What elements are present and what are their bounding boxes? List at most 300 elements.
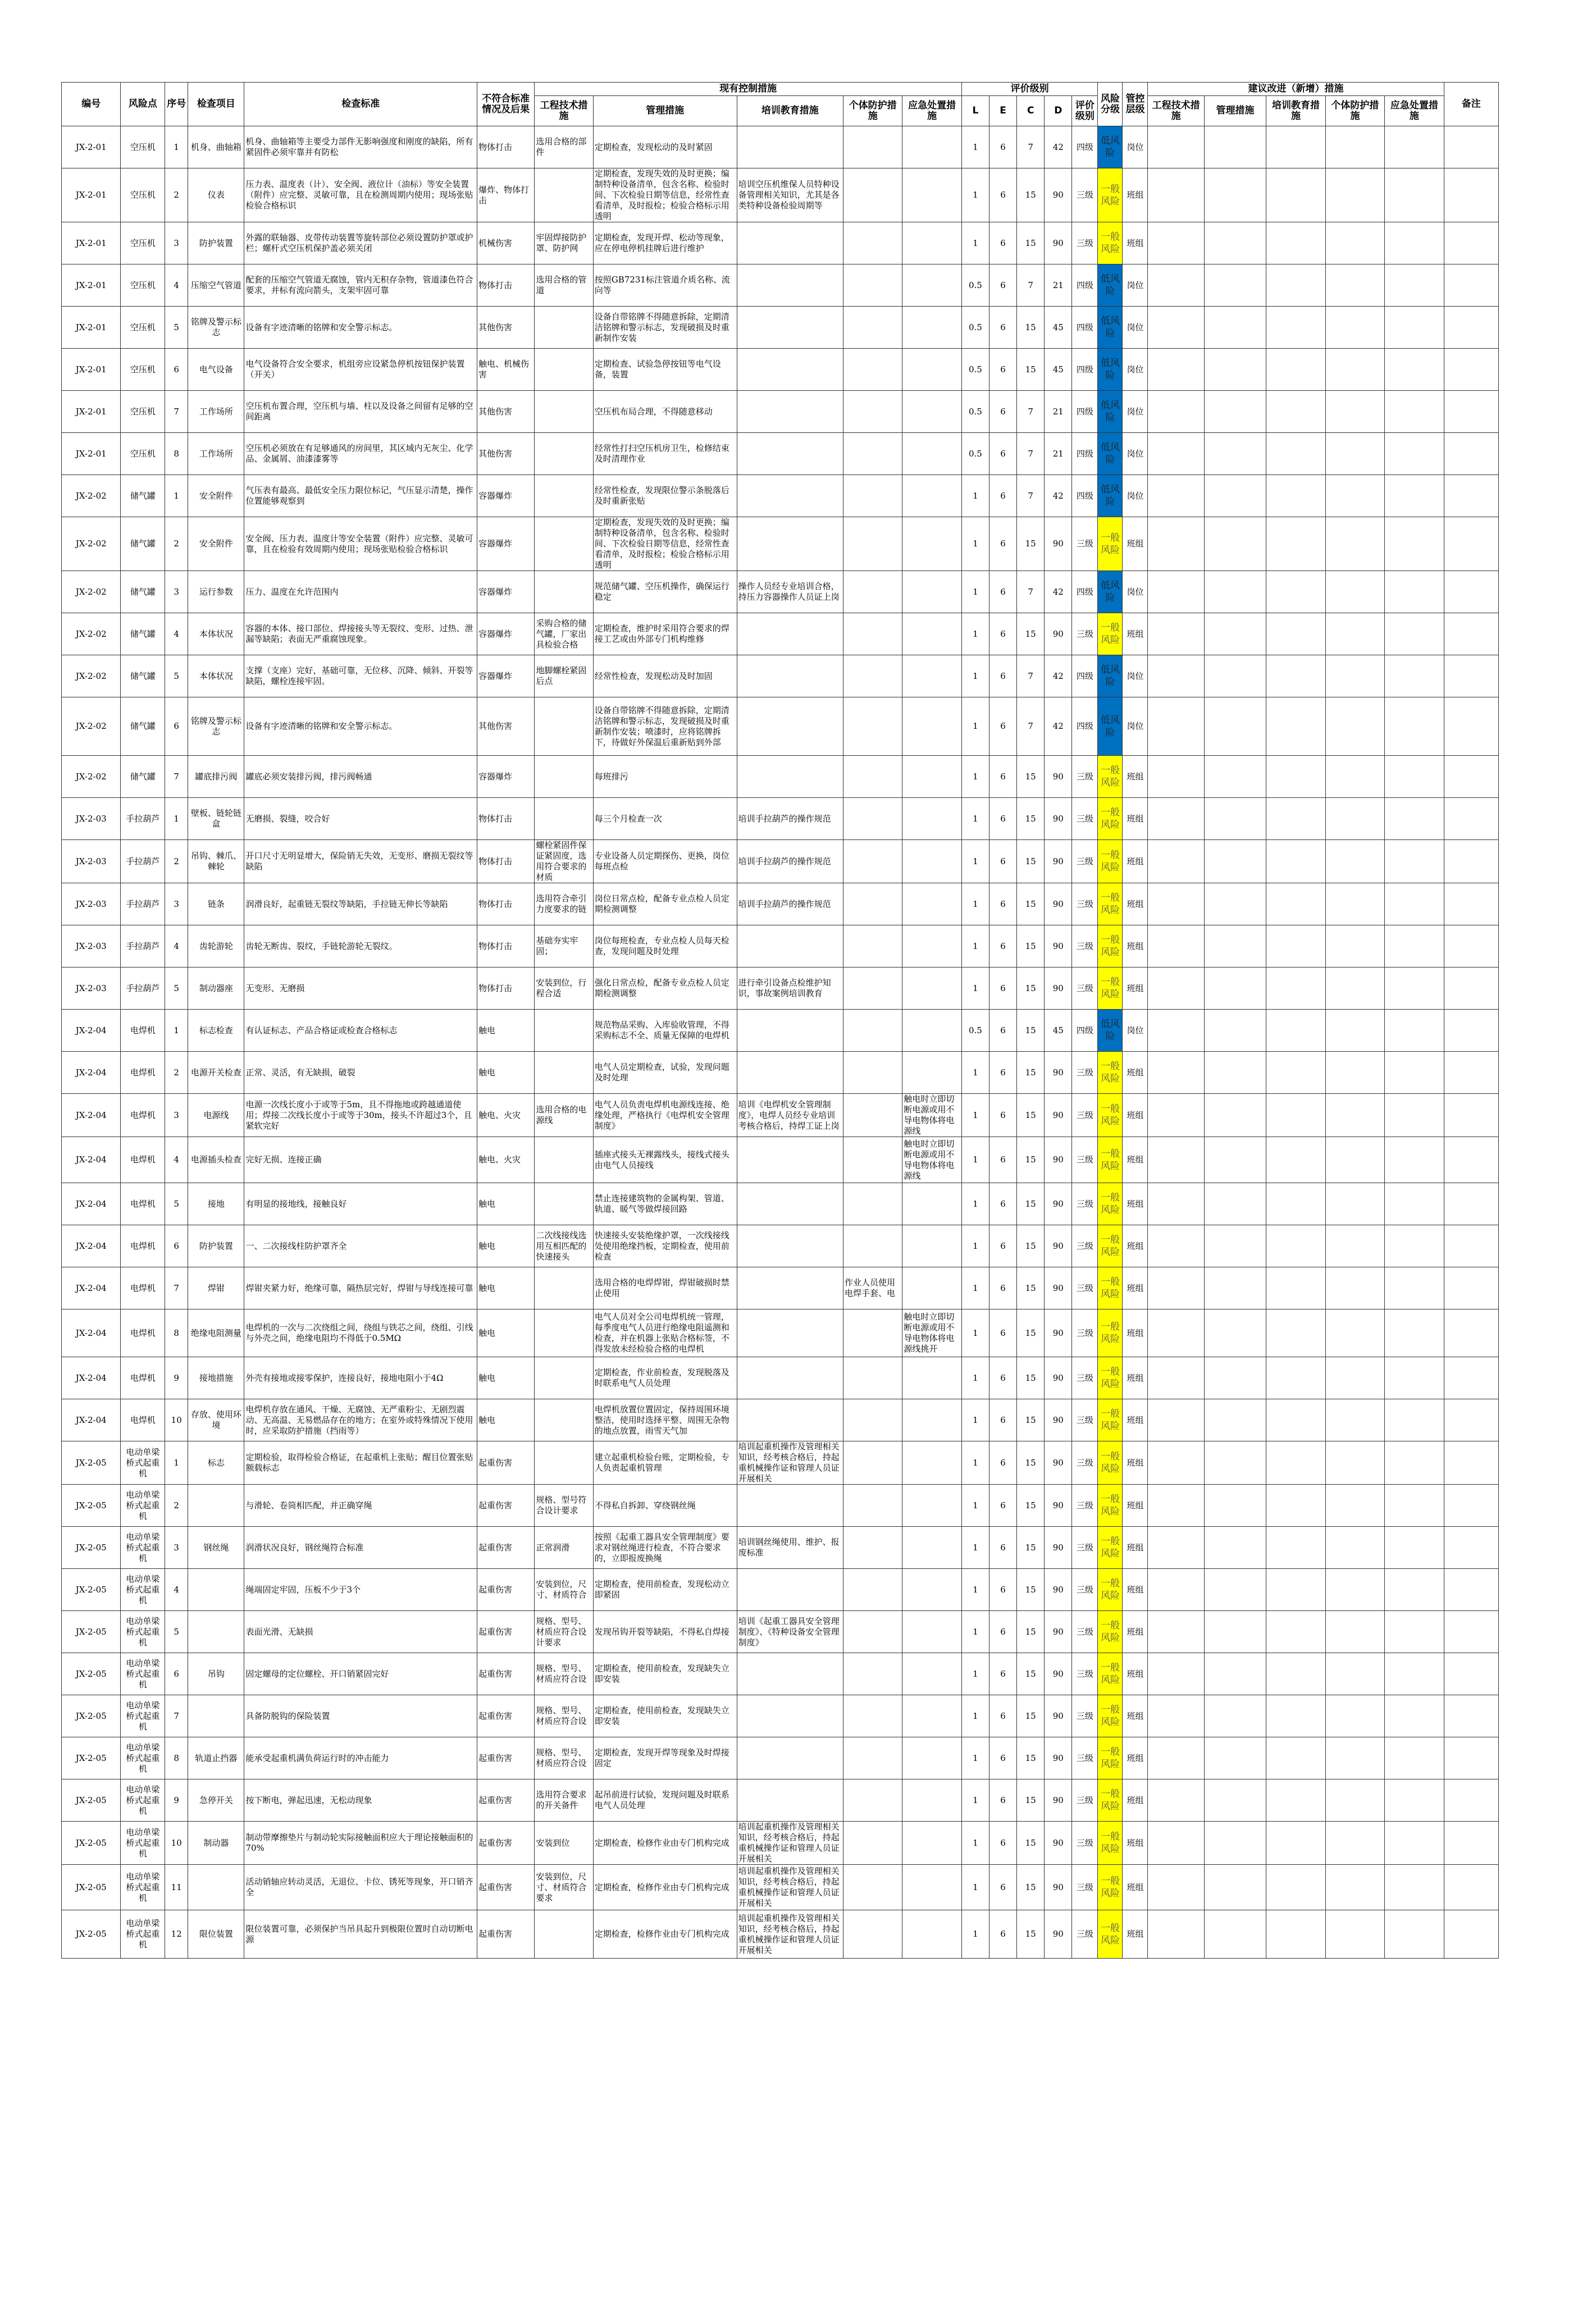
cell-risk-point: 储气罐 [121,756,165,798]
table-row [62,475,1499,517]
cell-E: 6 [989,1569,1017,1611]
cell-remark [1444,126,1498,168]
cell-management: 岗位日常点检，配备专业点检人员定期检测调整 [593,883,737,925]
cell-item: 齿轮游轮 [188,925,244,968]
table-row [62,613,1499,655]
cell-risk-point: 电动单梁桥式起重机 [121,1822,165,1865]
cell-emergency [902,1485,961,1527]
cell-E: 6 [989,1527,1017,1569]
cell-E: 6 [989,1485,1017,1527]
table-row [62,1399,1499,1441]
cell-eval-level: 四级 [1072,307,1098,349]
cell-risk-grade: 一般风险 [1098,1309,1123,1357]
cell-suggested [1204,126,1266,168]
cell-suggested [1325,1865,1384,1910]
cell-emergency: 触电时立即切断电源或用不导电物体将电源线 [902,1137,961,1183]
cell-management: 起吊前进行试验，发现问题及时联系电气人员处理 [593,1779,737,1822]
table-row [62,756,1499,798]
cell-D: 42 [1045,697,1072,756]
cell-risk-point: 电动单梁桥式起重机 [121,1611,165,1653]
cell-standard: 空压机必须放在有足够通风的房间里，其区域内无灰尘、化学品、金属屑、油漆漆雾等 [244,433,477,475]
cell-emergency [902,126,961,168]
cell-item: 仪表 [188,168,244,222]
cell-D: 90 [1045,1695,1072,1737]
cell-suggested [1325,840,1384,883]
cell-L: 1 [961,1695,989,1737]
cell-risk-point: 储气罐 [121,517,165,571]
cell-D: 90 [1045,1225,1072,1267]
cell-training [737,391,843,433]
cell-control-level: 岗位 [1123,391,1148,433]
cell-suggested [1148,1779,1204,1822]
cell-seq: 5 [165,1183,188,1225]
cell-remark [1444,517,1498,571]
cell-D: 45 [1045,349,1072,391]
cell-E: 6 [989,1052,1017,1094]
cell-D: 21 [1045,433,1072,475]
cell-ppe [843,307,902,349]
header-C: C [1017,96,1045,126]
cell-L: 1 [961,1653,989,1695]
cell-management: 规范储气罐、空压机操作，确保运行稳定 [593,571,737,613]
cell-suggested [1204,1094,1266,1137]
cell-management: 专业设备人员定期探伤、更换，岗位每班点检 [593,840,737,883]
cell-risk-grade: 一般风险 [1098,1183,1123,1225]
cell-risk-grade: 低风险 [1098,391,1123,433]
cell-remark [1444,1910,1498,1959]
cell-consequence: 其他伤害 [477,307,535,349]
cell-training: 培训手拉葫芦的操作规范 [737,798,843,840]
cell-management: 按照《起重工器具安全管理制度》要求对钢丝绳进行检查，不符合要求的，立即报废换绳 [593,1527,737,1569]
cell-control-level: 班组 [1123,1441,1148,1485]
cell-standard: 电焊机存放在通风、干燥、无腐蚀、无严重粉尘、无剧烈震动、无高温、无易燃品存在的地方；在室外或特殊情况下使用时，应采取防护措施（挡雨等） [244,1399,477,1441]
cell-training [737,655,843,697]
cell-suggested [1325,349,1384,391]
cell-standard: 活动销轴应转动灵活，无退位、卡位、锈死等现象，开口销齐全 [244,1865,477,1910]
cell-L: 1 [961,168,989,222]
cell-training [737,475,843,517]
cell-control-level: 班组 [1123,1225,1148,1267]
cell-risk-point: 电动单梁桥式起重机 [121,1569,165,1611]
cell-emergency [902,1865,961,1910]
cell-C: 15 [1017,1485,1045,1527]
cell-suggested [1204,1309,1266,1357]
cell-E: 6 [989,925,1017,968]
cell-seq: 4 [165,613,188,655]
cell-suggested [1204,1225,1266,1267]
cell-suggested [1266,1695,1325,1737]
cell-seq: 1 [165,1010,188,1052]
cell-suggested [1385,756,1444,798]
cell-training [737,433,843,475]
cell-eval-level: 四级 [1072,475,1098,517]
cell-suggested [1325,1822,1384,1865]
cell-seq: 9 [165,1779,188,1822]
cell-training [737,1010,843,1052]
cell-risk-point: 手拉葫芦 [121,883,165,925]
cell-suggested [1148,222,1204,264]
cell-L: 1 [961,1527,989,1569]
table-row [62,1865,1499,1910]
cell-risk-grade: 一般风险 [1098,168,1123,222]
cell-suggested [1325,1137,1384,1183]
cell-item [188,1865,244,1910]
cell-suggested [1148,571,1204,613]
cell-seq: 3 [165,222,188,264]
cell-id: JX-2-04 [62,1225,121,1267]
cell-control-level: 班组 [1123,1052,1148,1094]
cell-item: 轨道止挡器 [188,1737,244,1779]
cell-D: 90 [1045,798,1072,840]
cell-suggested [1204,798,1266,840]
cell-L: 0.5 [961,1010,989,1052]
cell-suggested [1325,1357,1384,1399]
cell-E: 6 [989,517,1017,571]
cell-management: 定期检查，发现开焊等现象及时焊接固定 [593,1737,737,1779]
cell-suggested [1385,1399,1444,1441]
table-row [62,307,1499,349]
cell-control-level: 班组 [1123,1357,1148,1399]
cell-suggested [1266,1653,1325,1695]
cell-consequence: 起重伤害 [477,1822,535,1865]
cell-suggested [1148,391,1204,433]
cell-eval-level: 四级 [1072,433,1098,475]
cell-C: 15 [1017,925,1045,968]
cell-emergency [902,1779,961,1822]
cell-suggested [1266,1737,1325,1779]
cell-item: 绝缘电阻测量 [188,1309,244,1357]
header-standard: 检查标准 [244,83,477,126]
cell-suggested [1204,1737,1266,1779]
cell-item: 限位装置 [188,1910,244,1959]
cell-suggested [1148,264,1204,307]
cell-eval-level: 四级 [1072,126,1098,168]
cell-item: 吊钩、棘爪、棘轮 [188,840,244,883]
cell-management: 定期检查，使用前检查，发现松动立即紧固 [593,1569,737,1611]
cell-training: 培训空压机维保人员特种设备管理相关知识，尤其是各类特种设备检验周期等 [737,168,843,222]
cell-C: 15 [1017,756,1045,798]
cell-risk-grade: 一般风险 [1098,1865,1123,1910]
cell-L: 1 [961,1052,989,1094]
cell-suggested [1385,1527,1444,1569]
cell-management: 设备自带铭牌不得随意拆除，定期清洁铭牌和警示标志，发现破损及时重新制作安装；喷漆时，应将铭牌拆下，待做好外保温后重新贴到外部 [593,697,737,756]
cell-suggested [1204,1485,1266,1527]
cell-D: 45 [1045,1010,1072,1052]
cell-suggested [1266,1010,1325,1052]
cell-remark [1444,1357,1498,1399]
cell-standard: 压力、温度在允许范围内 [244,571,477,613]
cell-L: 1 [961,697,989,756]
cell-ppe [843,126,902,168]
header-risk-grade: 风险分级 [1098,83,1123,126]
cell-suggested [1385,883,1444,925]
cell-management: 经常性检查，发现限位警示条脱落后及时重新张贴 [593,475,737,517]
cell-item: 焊钳 [188,1267,244,1309]
cell-risk-grade: 一般风险 [1098,968,1123,1010]
cell-consequence: 起重伤害 [477,1611,535,1653]
cell-suggested [1266,1485,1325,1527]
cell-consequence: 触电、机械伤害 [477,349,535,391]
cell-E: 6 [989,1611,1017,1653]
cell-ppe [843,391,902,433]
cell-suggested [1325,433,1384,475]
cell-risk-point: 电焊机 [121,1225,165,1267]
cell-item: 制动器座 [188,968,244,1010]
cell-risk-grade: 一般风险 [1098,1399,1123,1441]
cell-suggested [1385,1865,1444,1910]
cell-risk-grade: 低风险 [1098,571,1123,613]
cell-remark [1444,798,1498,840]
cell-remark [1444,697,1498,756]
cell-E: 6 [989,1865,1017,1910]
cell-D: 90 [1045,1399,1072,1441]
cell-engineering: 基础夯实牢固； [535,925,593,968]
cell-suggested [1325,1010,1384,1052]
cell-engineering [535,756,593,798]
cell-remark [1444,968,1498,1010]
cell-item: 吊钩 [188,1653,244,1695]
cell-standard: 能承受起重机满负荷运行时的冲击能力 [244,1737,477,1779]
table-row [62,1779,1499,1822]
cell-risk-grade: 一般风险 [1098,1611,1123,1653]
cell-emergency [902,1399,961,1441]
cell-seq: 8 [165,1309,188,1357]
cell-suggested [1148,1309,1204,1357]
cell-suggested [1266,1779,1325,1822]
cell-E: 6 [989,349,1017,391]
cell-risk-point: 电焊机 [121,1094,165,1137]
cell-risk-grade: 一般风险 [1098,1695,1123,1737]
cell-ppe [843,968,902,1010]
cell-training [737,1052,843,1094]
cell-D: 90 [1045,968,1072,1010]
cell-C: 7 [1017,655,1045,697]
cell-consequence: 容器爆炸 [477,475,535,517]
cell-E: 6 [989,1653,1017,1695]
cell-standard: 开口尺寸无明显增大，保险销无失效，无变形、磨损无裂纹等缺陷 [244,840,477,883]
cell-C: 7 [1017,475,1045,517]
cell-emergency: 触电时立即切断电源或用不导电物体将电源线挑开 [902,1309,961,1357]
cell-eval-level: 三级 [1072,1695,1098,1737]
cell-ppe [843,168,902,222]
cell-remark [1444,475,1498,517]
cell-risk-grade: 一般风险 [1098,222,1123,264]
cell-emergency [902,1267,961,1309]
cell-management: 定期检查，维护时采用符合要求的焊接工艺或由外部专门机构维修 [593,613,737,655]
cell-standard: 空压机布置合理，空压机与墙、柱以及设备之间留有足够的空间距离 [244,391,477,433]
cell-standard: 按下断电，弹起迅速，无松动现象 [244,1779,477,1822]
cell-risk-point: 手拉葫芦 [121,925,165,968]
cell-standard: 支撑（支座）完好，基础可靠，无位移、沉降、倾斜、开裂等缺陷，螺栓连接牢固。 [244,655,477,697]
cell-suggested [1204,1527,1266,1569]
cell-training [737,1737,843,1779]
cell-eval-level: 三级 [1072,840,1098,883]
cell-remark [1444,1225,1498,1267]
cell-risk-grade: 一般风险 [1098,517,1123,571]
cell-risk-point: 储气罐 [121,475,165,517]
cell-risk-grade: 低风险 [1098,655,1123,697]
cell-E: 6 [989,1225,1017,1267]
cell-item: 电源插头检查 [188,1137,244,1183]
cell-engineering: 规格、型号、材质应符合设 [535,1653,593,1695]
cell-suggested [1148,1611,1204,1653]
cell-D: 90 [1045,1183,1072,1225]
cell-eval-level: 三级 [1072,883,1098,925]
cell-engineering: 选用合格的管道 [535,264,593,307]
cell-management: 发现吊钩开裂等缺陷，不得私自焊接 [593,1611,737,1653]
cell-L: 1 [961,1865,989,1910]
cell-engineering: 二次线接线选用互相匹配的快速接头 [535,1225,593,1267]
cell-risk-grade: 低风险 [1098,475,1123,517]
cell-ppe [843,613,902,655]
cell-control-level: 班组 [1123,798,1148,840]
table-row [62,1695,1499,1737]
cell-risk-grade: 一般风险 [1098,1052,1123,1094]
cell-id: JX-2-05 [62,1737,121,1779]
cell-risk-point: 手拉葫芦 [121,840,165,883]
cell-standard: 配套的压缩空气管道无腐蚀，管内无积存杂物，管道漆色符合要求，并标有流向箭头，支架牢固可靠 [244,264,477,307]
cell-id: JX-2-05 [62,1611,121,1653]
cell-suggested [1266,1527,1325,1569]
header-management-2: 管理措施 [1204,96,1266,126]
cell-ppe [843,1695,902,1737]
cell-suggested [1266,391,1325,433]
cell-suggested [1325,1183,1384,1225]
cell-consequence: 起重伤害 [477,1485,535,1527]
cell-management: 经常性检查，发现松动及时加固 [593,655,737,697]
cell-suggested [1266,697,1325,756]
cell-risk-grade: 一般风险 [1098,1527,1123,1569]
cell-L: 1 [961,1611,989,1653]
cell-training: 培训《电焊机安全管理制度》，电焊人员经专业培训考核合格后，持焊工证上岗 [737,1094,843,1137]
cell-seq: 4 [165,925,188,968]
cell-risk-point: 电焊机 [121,1357,165,1399]
cell-standard: 设备有字迹清晰的铭牌和安全警示标志。 [244,307,477,349]
cell-id: JX-2-02 [62,517,121,571]
cell-standard: 绳端固定牢固，压板不少于3个 [244,1569,477,1611]
cell-control-level: 班组 [1123,517,1148,571]
cell-training [737,264,843,307]
cell-E: 6 [989,655,1017,697]
header-seq: 序号 [165,83,188,126]
cell-control-level: 班组 [1123,1094,1148,1137]
cell-remark [1444,1010,1498,1052]
cell-emergency [902,1569,961,1611]
cell-emergency [902,1611,961,1653]
cell-control-level: 班组 [1123,840,1148,883]
cell-suggested [1385,1569,1444,1611]
cell-standard: 无磨损、裂缝，咬合好 [244,798,477,840]
cell-id: JX-2-05 [62,1822,121,1865]
header-suggested-measures: 建议改进（新增）措施 [1148,83,1444,96]
cell-remark [1444,925,1498,968]
cell-suggested [1204,1137,1266,1183]
cell-L: 1 [961,126,989,168]
cell-training: 培训起重机操作及管理相关知识，经考核合格后，持起重机械操作证和管理人员证开展相关 [737,1865,843,1910]
cell-suggested [1148,1357,1204,1399]
cell-suggested [1148,925,1204,968]
cell-engineering [535,1357,593,1399]
cell-seq: 12 [165,1910,188,1959]
cell-C: 15 [1017,307,1045,349]
cell-D: 90 [1045,517,1072,571]
cell-emergency [902,798,961,840]
cell-C: 15 [1017,168,1045,222]
cell-training [737,517,843,571]
cell-risk-grade: 一般风险 [1098,1137,1123,1183]
cell-L: 1 [961,655,989,697]
table-row [62,1183,1499,1225]
table-row [62,1569,1499,1611]
cell-control-level: 班组 [1123,1822,1148,1865]
cell-risk-point: 电动单梁桥式起重机 [121,1695,165,1737]
cell-training: 培训起重机操作及管理相关知识，经考核合格后，持起重机械操作证和管理人员证开展相关 [737,1822,843,1865]
cell-engineering: 规格、型号、材质应符合设 [535,1695,593,1737]
cell-item: 本体状况 [188,655,244,697]
cell-ppe [843,655,902,697]
cell-eval-level: 四级 [1072,264,1098,307]
cell-id: JX-2-02 [62,756,121,798]
cell-emergency [902,655,961,697]
cell-L: 1 [961,1183,989,1225]
cell-ppe [843,1399,902,1441]
cell-eval-level: 三级 [1072,1865,1098,1910]
cell-engineering [535,168,593,222]
cell-eval-level: 四级 [1072,697,1098,756]
cell-id: JX-2-04 [62,1137,121,1183]
table-row [62,1737,1499,1779]
cell-seq: 9 [165,1357,188,1399]
cell-ppe [843,1183,902,1225]
cell-suggested [1266,1094,1325,1137]
cell-risk-point: 电动单梁桥式起重机 [121,1910,165,1959]
cell-L: 0.5 [961,391,989,433]
cell-standard: 制动带摩擦垫片与制动轮实际接触面积应大于理论接触面积的70% [244,1822,477,1865]
cell-D: 45 [1045,307,1072,349]
cell-E: 6 [989,1399,1017,1441]
cell-suggested [1204,1865,1266,1910]
cell-D: 90 [1045,883,1072,925]
risk-inspection-table [61,82,1499,1959]
table-row [62,1309,1499,1357]
cell-L: 1 [961,222,989,264]
cell-L: 1 [961,1822,989,1865]
cell-id: JX-2-02 [62,697,121,756]
cell-suggested [1148,1527,1204,1569]
cell-id: JX-2-04 [62,1399,121,1441]
header-ppe: 个体防护措施 [843,96,902,126]
cell-suggested [1148,1910,1204,1959]
cell-suggested [1325,264,1384,307]
cell-suggested [1204,1779,1266,1822]
cell-suggested [1266,968,1325,1010]
cell-control-level: 岗位 [1123,433,1148,475]
cell-consequence: 爆炸、物体打击 [477,168,535,222]
cell-control-level: 班组 [1123,222,1148,264]
cell-standard: 容器的本体、接口部位、焊接接头等无裂纹、变形、过热、泄漏等缺陷；表面无严重腐蚀现象。 [244,613,477,655]
cell-suggested [1385,1010,1444,1052]
cell-suggested [1385,571,1444,613]
table-row [62,1357,1499,1399]
cell-eval-level: 三级 [1072,1399,1098,1441]
cell-C: 15 [1017,1399,1045,1441]
cell-risk-grade: 一般风险 [1098,756,1123,798]
cell-standard: 电焊机的一次与二次绕组之间，绕组与铁芯之间，绕组、引线与外壳之间，绝缘电阻均不得低于0.5MΩ [244,1309,477,1357]
cell-id: JX-2-05 [62,1779,121,1822]
cell-E: 6 [989,126,1017,168]
cell-remark [1444,1611,1498,1653]
cell-id: JX-2-04 [62,1267,121,1309]
